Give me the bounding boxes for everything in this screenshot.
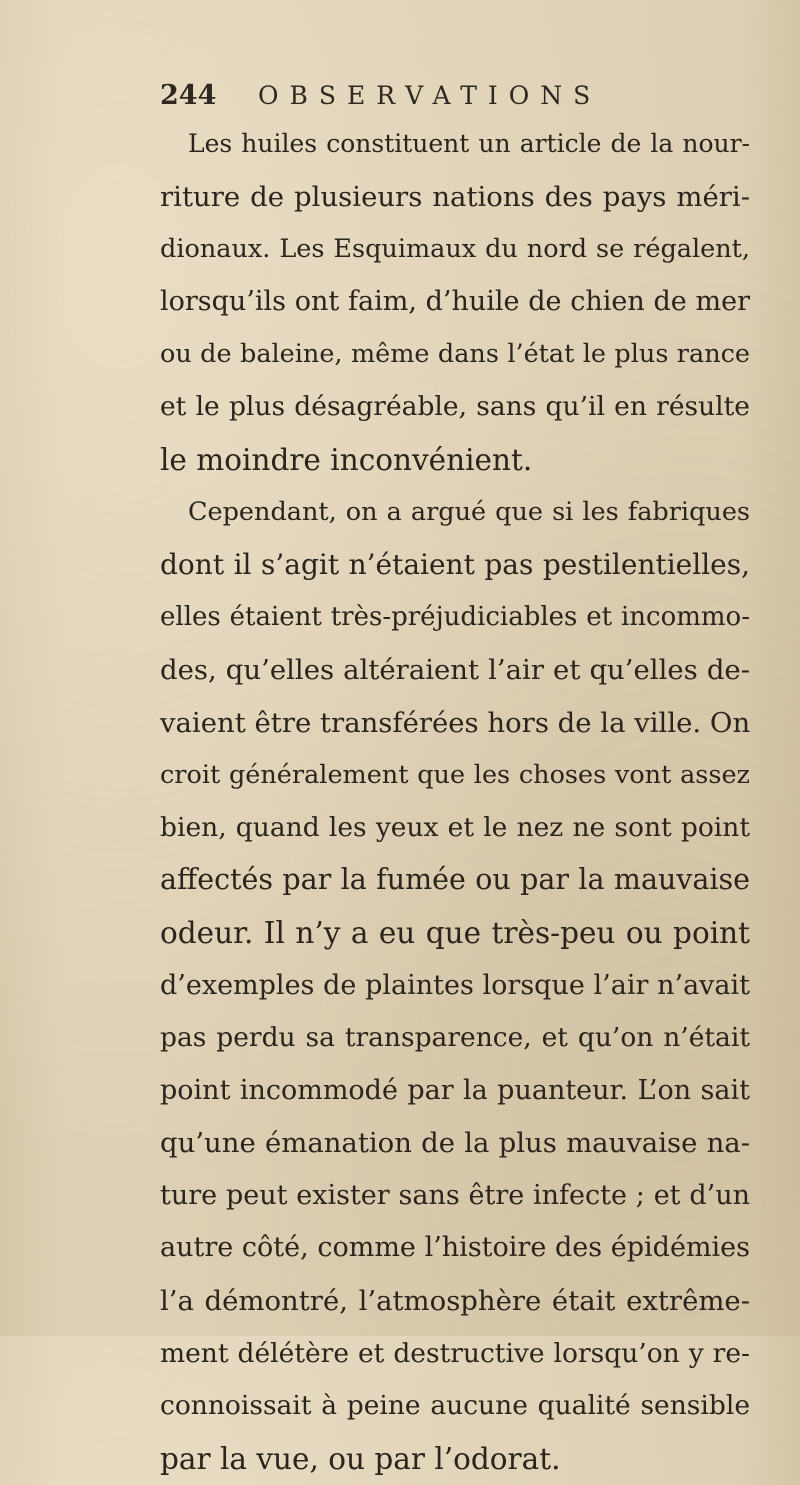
text-line: ture peut exister sans être infecte ; et d’un xyxy=(160,1179,750,1211)
text-line: l’a démontré, l’atmosphère était extrême- xyxy=(160,1285,750,1318)
text-line: d’exemples de plaintes lorsque l’air n’avait xyxy=(160,969,750,1001)
text-line: ment délétère et destructive lorsqu’on y re- xyxy=(160,1337,750,1369)
text-line: par la vue, ou par l’odorat. xyxy=(160,1441,561,1476)
text-line: point incommodé par la puanteur. L’on sait xyxy=(160,1074,750,1106)
text-line: vaient être transférées hors de la ville. On xyxy=(160,706,751,739)
text-line: des, qu’elles altéraient l’air et qu’elles de- xyxy=(160,653,750,686)
paragraph-2 xyxy=(160,486,750,1485)
text-line: bien, quand les yeux et le nez ne sont point xyxy=(160,811,750,843)
text-line: odeur. Il n’y a eu que très-peu ou point xyxy=(160,915,750,950)
text-line: pas perdu sa transparence, et qu’on n’était xyxy=(160,1022,750,1054)
text-line: autre côté, comme l’histoire des épidémies xyxy=(160,1232,750,1264)
text-line: Les huiles constituent un article de la nour- xyxy=(188,129,750,158)
text-line: elles étaient très-préjudiciables et incommo- xyxy=(160,602,750,633)
body-text xyxy=(160,118,750,1485)
paragraph-1 xyxy=(160,118,750,486)
page-number: 244 xyxy=(160,80,217,111)
text-line: et le plus désagréable, sans qu’il en résulte xyxy=(160,390,750,422)
running-title: OBSERVATIONS xyxy=(258,81,602,110)
text-line: dont il s’agit n’étaient pas pestilentielles, xyxy=(160,547,750,581)
text-line: ou de baleine, même dans l’état le plus rance xyxy=(160,339,750,370)
text-line: le moindre inconvénient. xyxy=(160,442,533,477)
text-line: riture de plusieurs nations des pays méri- xyxy=(160,180,750,213)
text-line: connoissait à peine aucune qualité sensible xyxy=(160,1390,750,1422)
text-line: affectés par la fumée ou par la mauvaise xyxy=(160,863,750,897)
running-head xyxy=(160,80,680,120)
text-line: qu’une émanation de la plus mauvaise na- xyxy=(160,1127,750,1160)
text-line: dionaux. Les Esquimaux du nord se régalent, xyxy=(160,234,750,265)
text-line: lorsqu’ils ont faim, d’huile de chien de mer xyxy=(160,285,750,317)
text-line: croit généralement que les choses vont assez xyxy=(160,760,750,791)
text-line: Cependant, on a argué que si les fabriques xyxy=(188,497,750,528)
